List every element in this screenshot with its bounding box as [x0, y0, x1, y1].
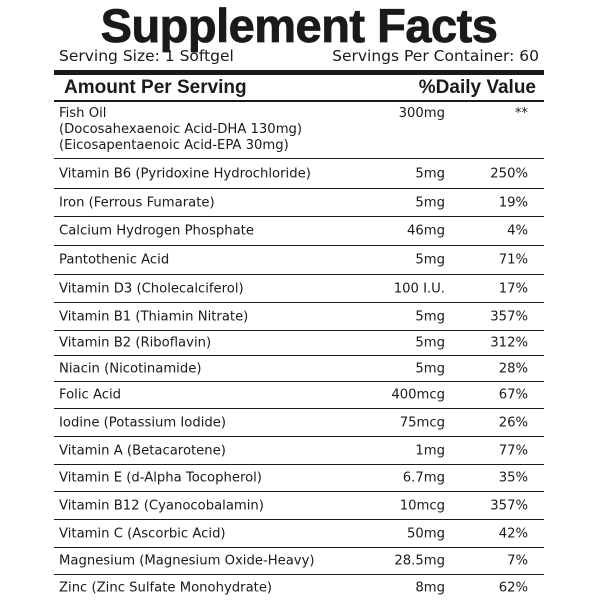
fish-oil-label: Fish Oil [59, 106, 107, 121]
nutrient-row [54, 246, 544, 275]
nutrient-row-fish-oil [54, 102, 544, 159]
nutrient-row [54, 331, 544, 356]
nutrient-amount: 1mg [415, 443, 445, 458]
nutrient-amount: 300mg [398, 106, 445, 121]
nutrient-amount: 10mcg [399, 498, 445, 513]
nutrient-amount: 400mcg [391, 387, 445, 403]
nutrient-amount: 5mg [415, 335, 445, 351]
thick-divider [54, 70, 544, 75]
nutrient-row [54, 575, 544, 601]
nutrient-amount: 6.7mg [402, 470, 445, 486]
fish-oil-epa: (Eicosapentaenoic Acid-EPA 30mg) [59, 138, 289, 153]
serving-info [59, 47, 539, 65]
nutrient-daily-value: 62% [498, 580, 528, 596]
nutrient-name: Magnesium (Magnesium Oxide-Heavy) [59, 553, 315, 569]
nutrient-table [54, 102, 544, 601]
nutrient-name: Vitamin C (Ascorbic Acid) [59, 526, 226, 541]
nutrient-daily-value: 4% [507, 223, 528, 239]
nutrient-name: Niacin (Nicotinamide) [59, 361, 202, 376]
amount-per-serving-header: Amount Per Serving [64, 77, 247, 98]
nutrient-amount: 5mg [415, 166, 445, 181]
nutrient-name: Zinc (Zinc Sulfate Monohydrate) [59, 580, 273, 596]
nutrient-daily-value: 357% [490, 498, 528, 513]
nutrient-row [54, 437, 544, 465]
supplement-facts-panel [54, 0, 544, 600]
nutrient-daily-value: 42% [498, 526, 528, 541]
nutrient-row [54, 303, 544, 331]
nutrient-row [54, 275, 544, 303]
nutrient-daily-value: 19% [498, 195, 528, 210]
nutrient-name: Vitamin B2 (Riboflavin) [59, 335, 212, 351]
nutrient-name: Pantothenic Acid [59, 252, 170, 268]
daily-value-header: %Daily Value [418, 77, 536, 98]
nutrient-name: Vitamin A (Betacarotene) [59, 443, 226, 458]
nutrient-name: Vitamin D3 (Cholecalciferol) [59, 281, 244, 296]
nutrient-amount: 50mg [407, 526, 445, 541]
nutrient-daily-value: 312% [490, 335, 528, 351]
nutrient-amount: 75mcg [399, 415, 445, 430]
nutrient-daily-value: 67% [498, 387, 528, 403]
nutrient-name: Vitamin B12 (Cyanocobalamin) [59, 498, 264, 513]
nutrient-rows [54, 159, 544, 601]
nutrient-daily-value: ** [514, 106, 528, 121]
nutrient-amount: 5mg [415, 361, 445, 376]
nutrient-name [59, 106, 302, 154]
nutrient-daily-value: 26% [498, 415, 528, 430]
nutrient-daily-value: 28% [498, 361, 528, 376]
nutrient-row [54, 465, 544, 492]
nutrient-name: Iodine (Potassium Iodide) [59, 415, 227, 430]
nutrient-row [54, 492, 544, 520]
panel-title: Supplement Facts [100, 0, 498, 52]
nutrient-row [54, 189, 544, 217]
fish-oil-dha: (Docosahexaenoic Acid-DHA 130mg) [59, 122, 303, 137]
serving-size: Serving Size: 1 Softgel [59, 47, 234, 65]
nutrient-name: Vitamin B1 (Thiamin Nitrate) [59, 309, 249, 324]
nutrient-daily-value: 35% [498, 470, 528, 486]
nutrient-row [54, 217, 544, 246]
nutrient-daily-value: 7% [507, 553, 528, 569]
nutrient-amount: 5mg [415, 309, 445, 324]
nutrient-amount: 46mg [407, 223, 445, 239]
nutrient-daily-value: 17% [498, 281, 528, 296]
servings-per-container: Servings Per Container: 60 [332, 47, 539, 65]
nutrient-name: Iron (Ferrous Fumarate) [59, 195, 215, 210]
nutrient-amount: 100 I.U. [393, 281, 445, 296]
nutrient-row [54, 382, 544, 409]
nutrient-name: Vitamin E (d-Alpha Tocopherol) [59, 470, 262, 486]
nutrient-amount: 5mg [415, 252, 445, 268]
nutrient-row [54, 548, 544, 575]
nutrient-amount: 28.5mg [394, 553, 445, 569]
nutrient-row [54, 356, 544, 382]
nutrient-daily-value: 357% [490, 309, 528, 324]
nutrient-row [54, 520, 544, 548]
nutrient-daily-value: 77% [498, 443, 528, 458]
nutrient-name: Calcium Hydrogen Phosphate [59, 223, 254, 239]
nutrient-row [54, 409, 544, 437]
nutrient-daily-value: 250% [490, 166, 528, 181]
nutrient-row [54, 159, 544, 189]
nutrient-amount: 8mg [415, 580, 445, 596]
nutrient-amount: 5mg [415, 195, 445, 210]
nutrient-name: Vitamin B6 (Pyridoxine Hydrochloride) [59, 166, 311, 181]
nutrient-name: Folic Acid [59, 387, 122, 403]
nutrient-daily-value: 71% [498, 252, 528, 268]
